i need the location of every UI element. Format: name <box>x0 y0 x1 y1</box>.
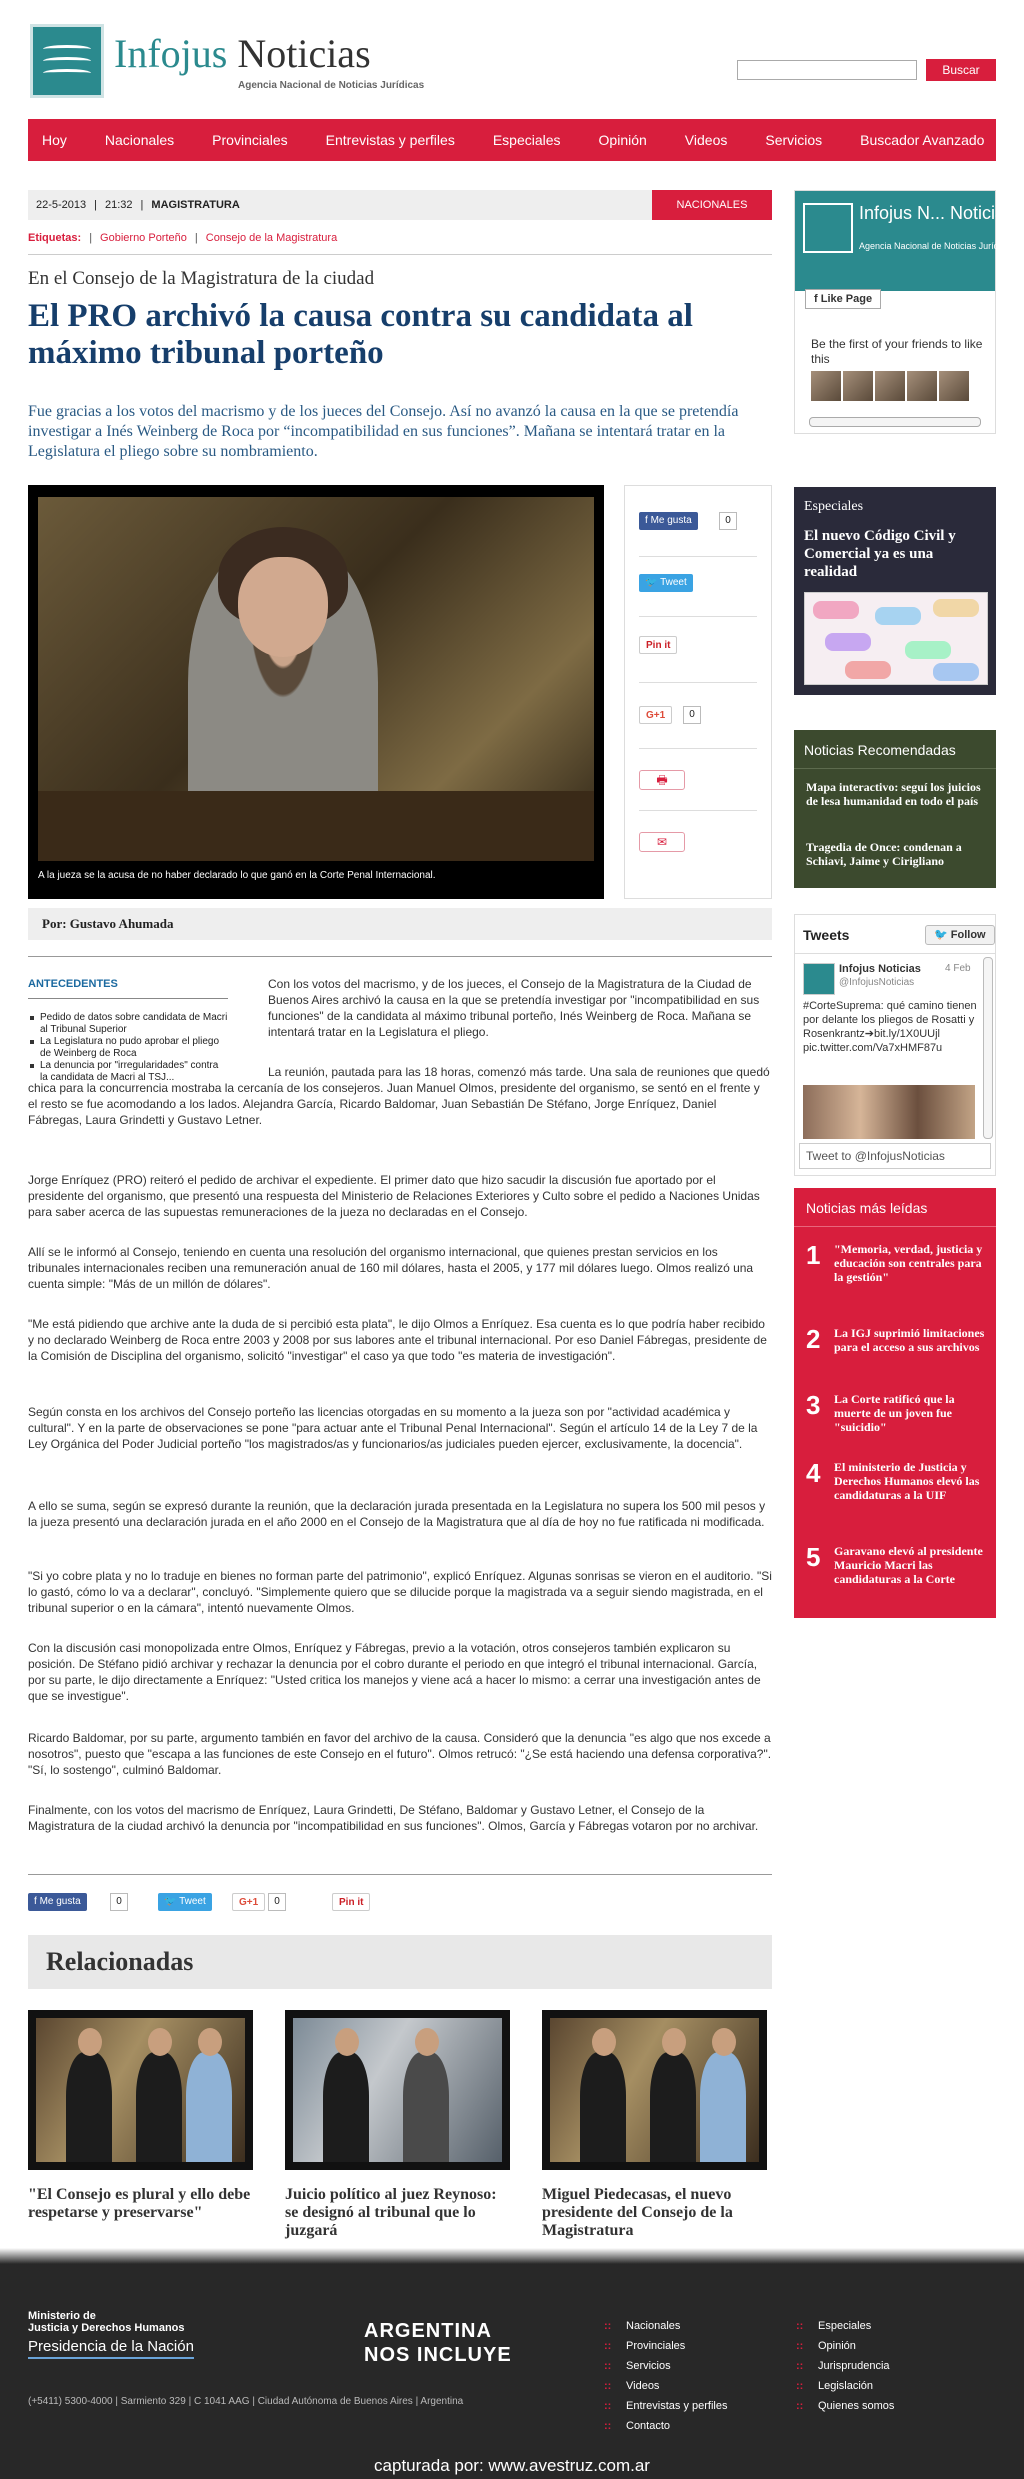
nav-item-hoy[interactable]: Hoy <box>42 132 67 148</box>
twitter-name[interactable]: Infojus Noticias <box>839 963 921 975</box>
divider <box>795 953 995 954</box>
related-headline[interactable]: Miguel Piedecasas, el nuevo presidente del Consejo de la Magistratura <box>542 2186 733 2239</box>
related-image <box>28 2010 253 2170</box>
antecedentes-title: ANTECEDENTES <box>28 978 118 990</box>
tweet-image[interactable] <box>803 1085 975 1139</box>
related-figure <box>186 2052 232 2162</box>
image-bubble <box>825 633 871 651</box>
photo-lectern <box>38 791 594 861</box>
body-paragraph: "Si yo cobre plata y no lo traduje en bienes no forman parte del patrimonio", explicó Enríquez. Algunas sonrisas se vieron en el auditorio. "Si lo gastó, cómo lo va a declarar", concluyó. "Simplemente quiero que se dilucide porque la magistrada va a seguir siendo magistrada, en el tribunal superior o en la cámara", intentó nuevamente Olmos. <box>28 1569 772 1615</box>
nav-item-especiales[interactable]: Especiales <box>492 132 561 148</box>
article-section: MAGISTRATURA <box>151 199 240 211</box>
twitter-date[interactable]: 4 Feb <box>945 963 971 974</box>
recomendadas-widget <box>794 730 996 888</box>
gplus-count: 0 <box>683 706 701 724</box>
image-bubble <box>845 661 891 679</box>
footer-presidency-logo[interactable]: Presidencia de la Nación <box>28 2338 194 2359</box>
article-date: 22-5-2013 <box>36 199 87 211</box>
related-card[interactable] <box>542 2010 767 2240</box>
infojus-logo-icon <box>803 203 853 253</box>
twitter-follow-button[interactable]: 🐦 Follow <box>925 925 995 945</box>
article-time: 21:32 <box>105 199 133 211</box>
nav-item-buscador[interactable]: Buscador Avanzado <box>860 132 985 148</box>
body-paragraph: Con la discusión casi monopolizada entre Olmos, Enríquez y Fábregas, previo a la votación, otros consejeros también explicaron su posición. De Stéfano pidió archivar y rechazar la denuncia por el cobro durante el periodo en que integró el tribunal internacional. García, por su parte, le dijo directamente a Enríquez: "Usted critica los manejos y viene acá a hacer lo mismo: a cerrar una investigación antes de que se investigue". <box>28 1641 761 1703</box>
gplus-button[interactable]: G+1 <box>232 1893 265 1911</box>
photo-caption: A la jueza se la acusa de no haber declarado lo que ganó en la Corte Penal Internacional. <box>38 870 436 881</box>
footer-link[interactable]: :: Contacto <box>604 2416 727 2436</box>
tweet-button[interactable]: 🐦 Tweet <box>158 1893 212 1911</box>
footer-link[interactable]: :: Legislación <box>796 2376 894 2396</box>
tweet-to-input[interactable]: Tweet to @InfojusNoticias <box>799 1143 991 1169</box>
tag-link[interactable]: Consejo de la Magistratura <box>205 232 338 244</box>
divider <box>794 1226 996 1227</box>
most-read-link[interactable]: Garavano elevó al presidente Mauricio Macri las candidaturas a la Corte <box>834 1544 983 1586</box>
related-figure <box>650 2052 696 2162</box>
body-paragraph: "Me está pidiendo que archive ante la duda de si percibió esta plata", le dijo Olmos a Enríquez. Esa cuenta es lo que podría haber recibido y no declarado Weinberg de Roca entre 2003 y 2008 por sus labores ante el tribunal internacional. Por eso Daniel Fábregas, presidente de la Comisión de Disciplina del organismo, solicitó "investigar" el caso ya que todo "es materia de investigación". <box>28 1317 767 1363</box>
twitter-scrollbar[interactable] <box>983 957 993 1139</box>
facebook-page-name: Infojus N... Noticias <box>859 203 1015 223</box>
facebook-friend-avatars <box>811 371 969 401</box>
pinterest-button[interactable]: Pin it <box>639 636 677 654</box>
related-figure <box>136 2052 182 2162</box>
avatar[interactable] <box>843 371 873 401</box>
nav-item-servicios[interactable]: Servicios <box>765 132 823 148</box>
main-nav <box>28 119 996 161</box>
related-figure <box>323 2052 369 2162</box>
logo-wave <box>43 45 91 53</box>
facebook-like-count: 0 <box>719 512 737 530</box>
divider <box>794 768 996 769</box>
share-divider <box>639 616 757 617</box>
facebook-like-button[interactable]: f Me gusta <box>639 512 698 530</box>
facebook-like-page-button[interactable]: f Like Page <box>805 289 881 309</box>
body-paragraph: La reunión, pautada para las 18 horas, comenzó más tarde. Una sala de reuniones que quedó chica para la concurrencia mostraba la cercanía de los consejeros. Juan Manuel Olmos, presidente del organismo, se sentó en el frente y el resto se fue acomodando a los lados. Alejandra García, Ricardo Baldomar, Juan Sebastián De Stéfano, Jorge Enríquez, Daniel Fábregas, Laura Grindetti y Gustavo Letner. <box>28 1065 770 1127</box>
section-tag[interactable]: NACIONALES <box>652 190 772 220</box>
facebook-page-sub: Agencia Nacional de Noticias Jurídicas <box>859 241 1015 251</box>
divider <box>28 956 772 957</box>
email-icon[interactable]: ✉ <box>639 832 685 852</box>
footer-link[interactable]: :: Quienes somos <box>796 2396 894 2416</box>
body-paragraph: A ello se suma, según se expresó durante la reunión, que la declaración jurada presentada en la Legislatura no supera los 500 mil pesos y la jueza presentó una declaración jurada en el año 2000 en el Consejo de la Magistratura que al día de hoy no fue ratificada ni modificada. <box>28 1499 766 1529</box>
related-image <box>285 2010 510 2170</box>
most-read-number: 4 <box>806 1458 821 1488</box>
footer-argentina-line1: ARGENTINA <box>364 2320 492 2342</box>
logo-wave <box>43 57 91 65</box>
related-figure <box>580 2052 626 2162</box>
nav-item-entrevistas[interactable]: Entrevistas y perfiles <box>325 132 455 148</box>
image-bubble <box>875 607 921 625</box>
article-headline: El PRO archivó la causa contra su candidata al máximo tribunal porteño <box>28 298 693 371</box>
footer-ministry-line2: Justicia y Derechos Humanos <box>28 2322 185 2334</box>
body-paragraph: Con los votos del macrismo, y de los jueces, el Consejo de la Magistratura de la Ciudad de Buenos Aires archivó la causa en la que se pretendía investigar por "incompatibilidad en sus funciones" de la candidata al máximo tribunal porteño, Inés Weinberg de Roca. Mañana se intentará tratar en la Legislatura el pliego. <box>268 977 760 1039</box>
image-bubble <box>905 641 951 659</box>
footer-links-col2 <box>796 2316 894 2416</box>
site-footer <box>0 2264 1024 2479</box>
article-lead: Fue gracias a los votos del macrismo y de los jueces del Consejo. Así no avanzó la causa en la que se pretendía investigar a Inés Weinberg de Roca por “incompatibilidad en sus funciones”. Mañana se intentará tratar en la Legislatura el pliego sobre su nombramiento. <box>28 403 739 460</box>
divider <box>28 254 772 255</box>
related-headline[interactable]: "El Consejo es plural y ello debe respetarse y preservarse" <box>28 2186 251 2221</box>
footer-link[interactable]: :: Especiales <box>796 2316 894 2336</box>
avatar[interactable] <box>811 371 841 401</box>
logo-wave <box>43 69 91 77</box>
antecedente-link[interactable]: La Legislatura no pudo aprobar el pliego de Weinberg de Roca <box>28 1036 228 1060</box>
most-read-link[interactable]: La Corte ratificó que la muerte de un joven fue "suicidio" <box>834 1392 955 1434</box>
related-figure <box>700 2052 746 2162</box>
most-read-number: 1 <box>806 1240 821 1270</box>
tag-link[interactable]: Gobierno Porteño <box>100 232 187 244</box>
footer-link[interactable]: :: Provinciales <box>604 2336 727 2356</box>
especiales-image[interactable] <box>804 592 988 685</box>
body-paragraph: Según consta en los archivos del Consejo porteño las licencias otorgadas en su momento a la jueza son por "actividad académica y cultural". Y en la parte de observaciones se pone "para actuar ante el Tribunal Penal Internacional". Según el artículo 14 de la Ley 7 de la Ley Orgánica del Poder Judicial porteño "los magistrados/as y funcionarios/as judiciales pueden ejercer, exclusivamente, la docencia". <box>28 1405 758 1451</box>
facebook-scrollbar[interactable] <box>809 417 981 427</box>
twitter-handle: @InfojusNoticias <box>839 977 915 988</box>
image-bubble <box>933 663 979 681</box>
facebook-widget <box>794 190 1015 434</box>
share-column <box>624 485 772 899</box>
especiales-headline[interactable]: El nuevo Código Civil y Comercial ya es una realidad <box>804 528 956 580</box>
related-figure <box>403 2052 449 2162</box>
bottom-share-bar <box>28 1893 772 1913</box>
photo-face <box>238 557 328 657</box>
nav-item-opinion[interactable]: Opinión <box>598 132 647 148</box>
related-title: Relacionadas <box>46 1947 194 1976</box>
nav-item-nacionales[interactable]: Nacionales <box>104 132 175 148</box>
share-divider <box>639 556 757 557</box>
twitter-title: Tweets <box>803 927 850 943</box>
author-byline: Por: Gustavo Ahumada <box>28 908 772 940</box>
most-read-number: 2 <box>806 1324 821 1354</box>
recomendadas-title: Noticias Recomendadas <box>804 742 956 758</box>
related-figure <box>66 2052 112 2162</box>
most-read-link[interactable]: La IGJ suprimió limitaciones para el acceso a sus archivos <box>834 1326 985 1354</box>
body-paragraph: Jorge Enríquez (PRO) reiteró el pedido de archivar el expediente. El primer dato que hizo sacudir la discusión fue aportado por el presidente del organismo, que presentó una respuesta del Ministerio de Relaciones Exteriores y Culto sobre el pedido a Naciones Unidas para saber acerca de las supuestas remuneraciones de la jueza no declaradas en el Consejo. <box>28 1173 760 1219</box>
footer-argentina-line2: NOS INCLUYE <box>364 2344 512 2366</box>
recomendada-link[interactable]: Tragedia de Once: condenan a Schiavi, Jaime y Cirigliano <box>806 840 962 868</box>
brand-part1: Infojus <box>114 31 228 76</box>
body-paragraph: Finalmente, con los votos del macrismo de Enríquez, Laura Grindetti, De Stéfano, Baldomar y Gustavo Letner, el Consejo de la Magistratura de la ciudad archivó la denuncia por "incompatibilidad en sus funciones". Olmos, García y Fábregas votaron por no archivar. <box>28 1803 759 1833</box>
avatar[interactable] <box>907 371 937 401</box>
most-read-link[interactable]: "Memoria, verdad, justicia y educación son centrales para la gestión" <box>834 1242 983 1284</box>
footer-links-col1 <box>604 2316 727 2436</box>
footer-link[interactable]: :: Jurisprudencia <box>796 2356 894 2376</box>
article-photo[interactable] <box>28 485 604 899</box>
search-input[interactable] <box>737 60 917 80</box>
related-image <box>542 2010 767 2170</box>
recomendada-link[interactable]: Mapa interactivo: seguí los juicios de lesa humanidad en todo el país <box>806 780 981 808</box>
avatar[interactable] <box>939 371 969 401</box>
print-icon[interactable]: 🖶 <box>639 770 685 790</box>
most-read-number: 3 <box>806 1390 821 1420</box>
most-read-title: Noticias más leídas <box>806 1200 928 1216</box>
footer-ministry-line1: Ministerio de <box>28 2310 96 2322</box>
image-bubble <box>813 601 859 619</box>
most-read-widget <box>794 1188 996 1618</box>
footer-link[interactable]: :: Videos <box>604 2376 727 2396</box>
search-button[interactable]: Buscar <box>926 59 996 81</box>
share-divider <box>639 682 757 683</box>
footer-link[interactable]: :: Nacionales <box>604 2316 727 2336</box>
captured-by-text: capturada por: www.avestruz.com.ar <box>374 2456 650 2475</box>
antecedentes-divider <box>28 998 228 999</box>
brand-subtitle: Agencia Nacional de Noticias Jurídicas <box>238 80 425 91</box>
nav-item-videos[interactable]: Videos <box>684 132 728 148</box>
tweet-button[interactable]: 🐦 Tweet <box>639 574 693 592</box>
related-headline[interactable]: Juicio político al juez Reynoso: se designó al tribunal que lo juzgará <box>285 2186 497 2239</box>
facebook-friends-text: Be the first of your friends to like this <box>811 337 983 366</box>
twitter-avatar[interactable] <box>803 963 835 995</box>
related-header <box>28 1935 772 1989</box>
brand-part2: Noticias <box>237 31 371 76</box>
footer-link[interactable]: :: Servicios <box>604 2356 727 2376</box>
article-meta-bar: 22-5-2013 | 21:32 | MAGISTRATURA <box>28 190 652 220</box>
footer-address: (+5411) 5300-4000 | Sarmiento 329 | C 1041 AAG | Ciudad Autónoma de Buenos Aires | Argentina <box>28 2396 464 2407</box>
divider <box>28 1874 772 1875</box>
share-divider <box>639 748 757 749</box>
avatar[interactable] <box>875 371 905 401</box>
nav-item-provinciales[interactable]: Provinciales <box>212 132 288 148</box>
gplus-count: 0 <box>268 1893 286 1911</box>
related-card[interactable] <box>28 2010 253 2222</box>
image-bubble <box>933 599 979 617</box>
share-divider <box>639 810 757 811</box>
related-card[interactable] <box>285 2010 510 2240</box>
body-paragraph: Allí se le informó al Consejo, teniendo en cuenta una resolución del organismo internacional, que quienes prestan servicios en los tribunales internacionales reciben una remuneración anual de 160 mil dólares, hasta el 2005, y 177 mil dólares luego. Olmos realizó una cuenta simple: "Más de un millón de dólares". <box>28 1245 754 1291</box>
tweet-text: #CorteSuprema: qué camino tienen por delante los pliegos de Rosatti y Rosenkrantz➔bit.ly/1X0UUjl pic.twitter.com/Va7xHMF87u <box>803 1000 977 1054</box>
antecedente-link[interactable]: Pedido de datos sobre candidata de Macri al Tribunal Superior <box>28 1012 228 1036</box>
site-brand[interactable] <box>114 30 371 77</box>
tags-label: Etiquetas: <box>28 232 82 244</box>
pinterest-button[interactable]: Pin it <box>332 1893 370 1911</box>
infojus-logo-icon[interactable] <box>30 24 104 98</box>
gplus-button[interactable]: G+1 <box>639 706 672 724</box>
photo-image <box>38 497 594 861</box>
especiales-title: Especiales <box>804 499 864 514</box>
antecedente-link[interactable]: La denuncia por "irregularidades" contra la candidata de Macri al TSJ... <box>28 1060 228 1084</box>
body-paragraph: Ricardo Baldomar, por su parte, argumento también en favor del archivo de la causa. Consideró que la denuncia "es algo que nos excede a nosotros", puesto que "escapa a las funciones de este Consejo en el futuro". Olmos retrucó: "¿Se está haciendo una defensa corporativa?". "Sí, lo sostengo", culminó Baldomar. <box>28 1731 772 1777</box>
most-read-number: 5 <box>806 1542 821 1572</box>
facebook-like-count: 0 <box>110 1893 128 1911</box>
footer-link[interactable]: :: Opinión <box>796 2336 894 2356</box>
especiales-widget[interactable] <box>794 487 996 695</box>
tags-row: Etiquetas: | Gobierno Porteño | Consejo de la Magistratura <box>28 232 338 244</box>
footer-link[interactable]: :: Entrevistas y perfiles <box>604 2396 727 2416</box>
most-read-link[interactable]: El ministerio de Justicia y Derechos Humanos elevó las candidaturas a la UIF <box>834 1460 980 1502</box>
article-kicker: En el Consejo de la Magistratura de la ciudad <box>28 268 375 289</box>
facebook-like-button[interactable]: f Me gusta <box>28 1893 87 1911</box>
twitter-widget <box>794 914 996 1176</box>
